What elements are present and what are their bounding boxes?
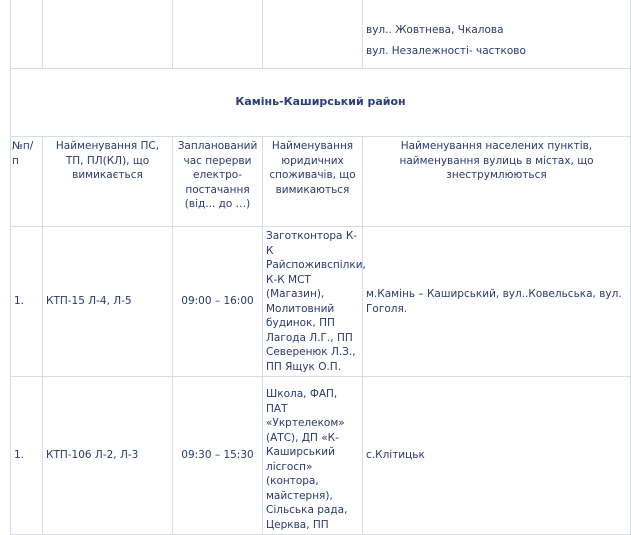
row-time: 09:30 – 15:30 bbox=[173, 377, 263, 535]
region-row bbox=[11, 69, 631, 137]
header-localities: Найменування населених пунктів, найменування вулиць в містах, що знеструмлюються bbox=[363, 137, 631, 227]
header-num: №п/п bbox=[11, 137, 43, 227]
table-row bbox=[11, 227, 631, 377]
table-row bbox=[11, 377, 631, 535]
header-time: Запланований час перерви електро-постачання (від... до …) bbox=[173, 137, 263, 227]
cell-empty bbox=[173, 0, 263, 69]
row-time: 09:00 – 16:00 bbox=[173, 227, 263, 377]
row-consumers: Школа, ФАП, ПАТ «Укртелеком» (АТС), ДП «К-Каширський лісгосп» (контора, майстерня), Сільська рада, Церква, ПП bbox=[263, 377, 363, 535]
outage-table bbox=[10, 0, 631, 535]
table-row bbox=[11, 0, 631, 69]
header-consumers: Найменування юридичних споживачів, що вимикаються bbox=[263, 137, 363, 227]
cell-streets bbox=[363, 0, 631, 69]
row-localities: с.Клітицьк bbox=[363, 377, 631, 535]
row-name: КТП-15 Л-4, Л-5 bbox=[43, 227, 173, 377]
cell-empty bbox=[11, 0, 43, 69]
street-line: вул. Незалежності- частково bbox=[366, 45, 526, 57]
row-localities: м.Камінь – Каширський, вул..Ковельська, вул. Гоголя. bbox=[363, 227, 631, 377]
header-name: Найменування ПС, ТП, ПЛ(КЛ), що вимикається bbox=[43, 137, 173, 227]
street-line: вул.. Жовтнева, Чкалова bbox=[366, 24, 504, 36]
header-row bbox=[11, 137, 631, 227]
region-title: Камінь-Каширський район bbox=[11, 69, 631, 137]
row-num: 1. bbox=[11, 227, 43, 377]
cell-empty bbox=[263, 0, 363, 69]
cell-empty bbox=[43, 0, 173, 69]
row-consumers: Заготконтора К-К Райспоживспілки, К-К МСТ (Магазин), Молитовний будинок, ПП Лагода Л.Г., ПП Северенюк Л.З., ПП Ящук О.П. bbox=[263, 227, 363, 377]
row-num: 1. bbox=[11, 377, 43, 535]
row-name: КТП-106 Л-2, Л-3 bbox=[43, 377, 173, 535]
